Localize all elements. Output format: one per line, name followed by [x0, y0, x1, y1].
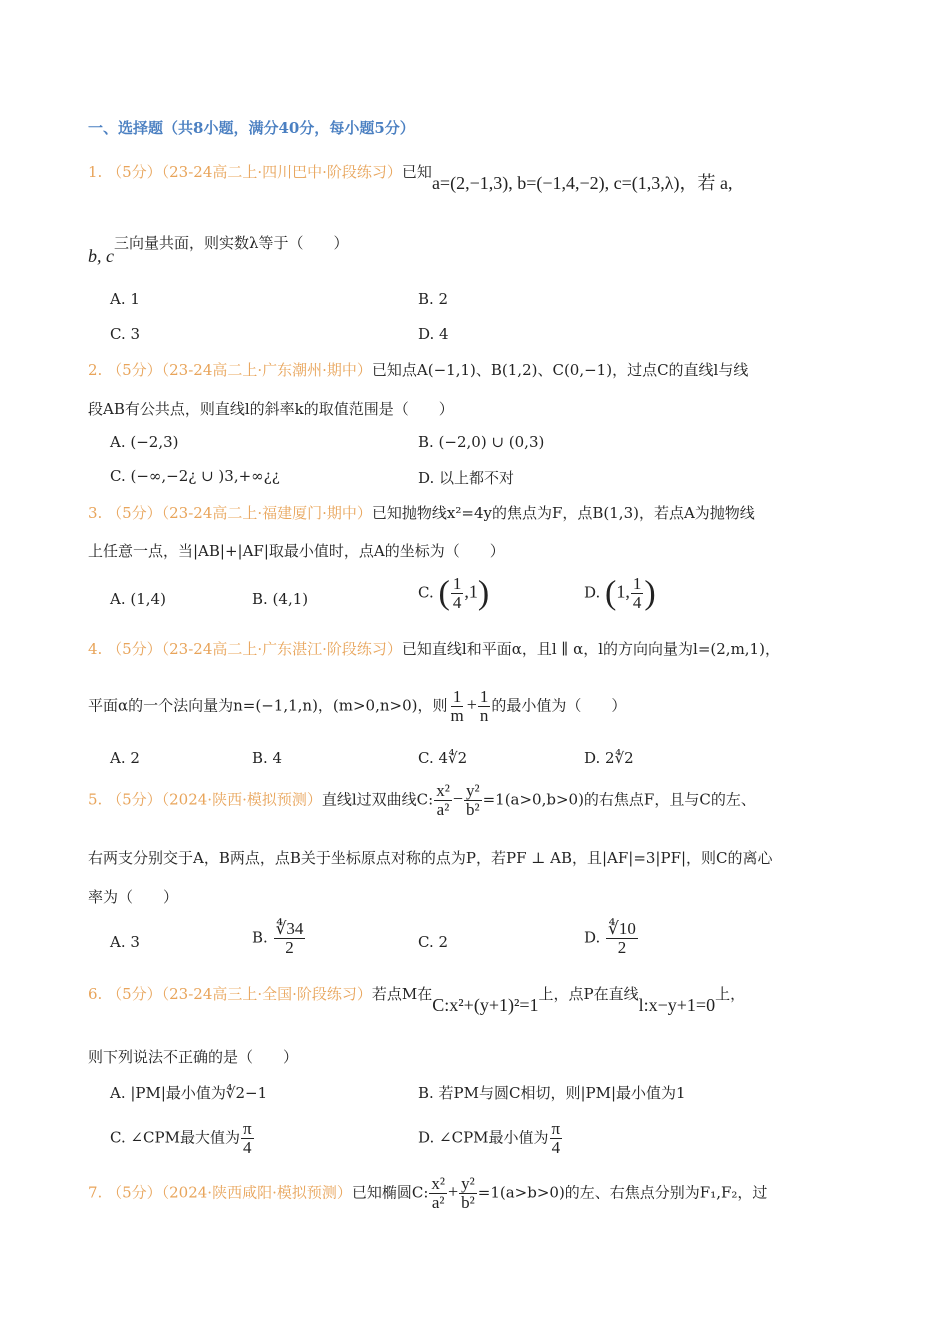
question-source: （5分）（23-24高三上·全国·阶段练习） [107, 985, 372, 1003]
question-source: （5分）（2024·陕西咸阳·模拟预测） [107, 1183, 352, 1202]
question-text: =1(a>b>0)的左、右焦点分别为F₁,F₂，过 [477, 1183, 768, 1202]
question-number: 3. [88, 504, 103, 522]
option-label: D. ∠CPM最小值为 [418, 1128, 549, 1147]
option-c[interactable] [418, 575, 489, 612]
section-header: 一、选择题（共8小题，满分40分，每小题5分） [88, 119, 415, 137]
option-c[interactable]: C. 4∜2 [418, 749, 468, 767]
option-label: B. [252, 928, 268, 947]
option-a[interactable]: A. (−2,3) [110, 433, 179, 451]
question-4-line2 [88, 688, 626, 725]
fraction: $\frac{1}{m}$ [450, 687, 464, 725]
question-2-line1 [88, 359, 748, 380]
question-source: （5分）（23-24高二上·四川巴中·阶段练习） [107, 163, 402, 181]
fraction: $\frac{1}{n}$ [479, 687, 489, 725]
minus-sign: − [452, 788, 463, 809]
question-number: 1. [88, 163, 103, 181]
question-text: =1(a>0,b>0)的右焦点F，且与C的左、 [482, 790, 756, 809]
question-text: 三向量共面，则实数λ等于（ ） [114, 234, 349, 252]
option-d[interactable]: D. 4 [418, 325, 449, 343]
fraction: $\frac{∜10}{2}$ [608, 919, 636, 957]
option-b[interactable] [252, 920, 306, 957]
question-5-line3: 率为（ ） [88, 888, 179, 906]
math-text: ,1 [464, 581, 478, 602]
question-2-line2: 段AB有公共点，则直线l的斜率k的取值范围是（ ） [88, 400, 454, 418]
question-source: （5分）（23-24高二上·广东潮州·期中） [107, 361, 372, 379]
question-3-line1 [88, 502, 755, 523]
option-d[interactable] [584, 575, 656, 612]
question-text: 已知直线l和平面α，且l ∥ α，l的方向向量为l=(2,m,1)， [401, 640, 780, 658]
question-text: 若点M在 [371, 985, 433, 1003]
question-text: 已知点A(−1,1)、B(1,2)、C(0,−1)，过点C的直线l与线 [371, 361, 749, 379]
option-b[interactable]: B. 4 [252, 749, 283, 767]
left-paren: ( [438, 574, 450, 612]
question-7-line1 [88, 1175, 767, 1212]
question-number: 2. [88, 361, 103, 379]
option-label: C. [418, 583, 434, 602]
fraction: $\frac{1}{4}$ [452, 574, 462, 612]
option-a[interactable]: A. 2 [110, 749, 140, 767]
question-1-line1 [88, 157, 733, 193]
option-c[interactable]: C. (−∞,−2¿ ∪ )3,+∞¿¿ [110, 467, 280, 485]
option-b[interactable]: B. 2 [418, 290, 449, 308]
question-math: b, c [88, 246, 114, 266]
question-5-line1 [88, 782, 756, 819]
question-text: 直线l过双曲线C: [321, 790, 434, 809]
question-5-line2: 右两支分别交于A，B两点，点B关于坐标原点对称的点为P，若PF ⊥ AB，且|AF|=3|PF|，则C的离心 [88, 849, 773, 867]
option-a[interactable]: A. |PM|最小值为∜2−1 [110, 1084, 268, 1102]
option-label: C. ∠CPM最大值为 [110, 1128, 240, 1147]
question-3-line2: 上任意一点，当|AB|+|AF|取最小值时，点A的坐标为（ ） [88, 542, 505, 560]
question-text: 已知抛物线x²=4y的焦点为F，点B(1,3)，若点A为抛物线 [371, 504, 755, 522]
question-source: （5分）（2024·陕西·模拟预测） [107, 790, 322, 809]
option-d[interactable] [418, 1120, 563, 1157]
question-number: 7. [88, 1183, 103, 1202]
fraction: $\frac{1}{4}$ [632, 574, 642, 612]
question-6-line1 [88, 983, 746, 1015]
question-number: 5. [88, 790, 103, 809]
question-source: （5分）（23-24高二上·广东湛江·阶段练习） [107, 640, 402, 658]
option-a[interactable]: A. (1,4) [110, 590, 166, 608]
question-text: 已知椭圆C: [351, 1183, 429, 1202]
fraction: $\frac{\text{x²}}{\text{a²}}$ [436, 781, 450, 819]
right-paren: ) [477, 574, 490, 612]
fraction: $\frac{\text{y²}}{\text{b²}}$ [465, 781, 480, 819]
question-text: 已知 [401, 163, 432, 181]
option-b[interactable]: B. (4,1) [252, 590, 309, 608]
question-text: 平面α的一个法向量为n=(−1,1,n)，(m>0,n>0)，则 [88, 696, 448, 715]
question-text: 的最小值为（ ） [491, 696, 627, 715]
option-b[interactable]: B. (−2,0) ∪ (0,3) [418, 433, 545, 451]
option-a[interactable]: A. 1 [110, 290, 140, 308]
fraction: $\frac{\pi}{4}$ [551, 1119, 561, 1157]
question-source: （5分）（23-24高二上·福建厦门·期中） [107, 504, 372, 522]
fraction: $\frac{\text{x²}}{\text{a²}}$ [431, 1174, 445, 1212]
question-math: C:x²+(y+1)²=1 [432, 995, 539, 1015]
plus-sign: + [448, 1181, 459, 1202]
option-c[interactable]: C. 2 [418, 933, 449, 951]
option-d[interactable] [584, 920, 639, 957]
option-label: D. [584, 583, 601, 602]
option-label: D. [584, 928, 601, 947]
fraction: $\frac{\text{y²}}{\text{b²}}$ [461, 1174, 475, 1212]
question-4-line1 [88, 638, 780, 659]
right-paren: ) [644, 574, 656, 612]
option-b[interactable]: B. 若PM与圆C相切，则|PM|最小值为1 [418, 1084, 686, 1102]
question-6-line2: 则下列说法不正确的是（ ） [88, 1048, 299, 1066]
question-number: 6. [88, 985, 103, 1003]
question-number: 4. [88, 640, 103, 658]
question-math: a=(2,−1,3), b=(−1,4,−2), c=(1,3,λ)，若 a, [431, 173, 733, 193]
option-c[interactable]: C. 3 [110, 325, 141, 343]
fraction: $\frac{\pi}{4}$ [242, 1119, 252, 1157]
left-paren: ( [605, 574, 617, 612]
math-text: 1, [616, 581, 630, 602]
fraction: $\frac{∜34}{2}$ [275, 919, 304, 957]
option-a[interactable]: A. 3 [110, 933, 140, 951]
question-text: 上，点P在直线 [538, 985, 639, 1003]
question-1-line2 [88, 232, 349, 266]
plus-sign: + [466, 694, 477, 715]
question-text: 上， [715, 985, 746, 1003]
option-d[interactable]: D. 以上都不对 [418, 469, 515, 487]
question-math: l:x−y+1=0 [638, 995, 716, 1015]
option-c[interactable] [110, 1120, 255, 1157]
option-d[interactable]: D. 2∜2 [584, 749, 634, 767]
